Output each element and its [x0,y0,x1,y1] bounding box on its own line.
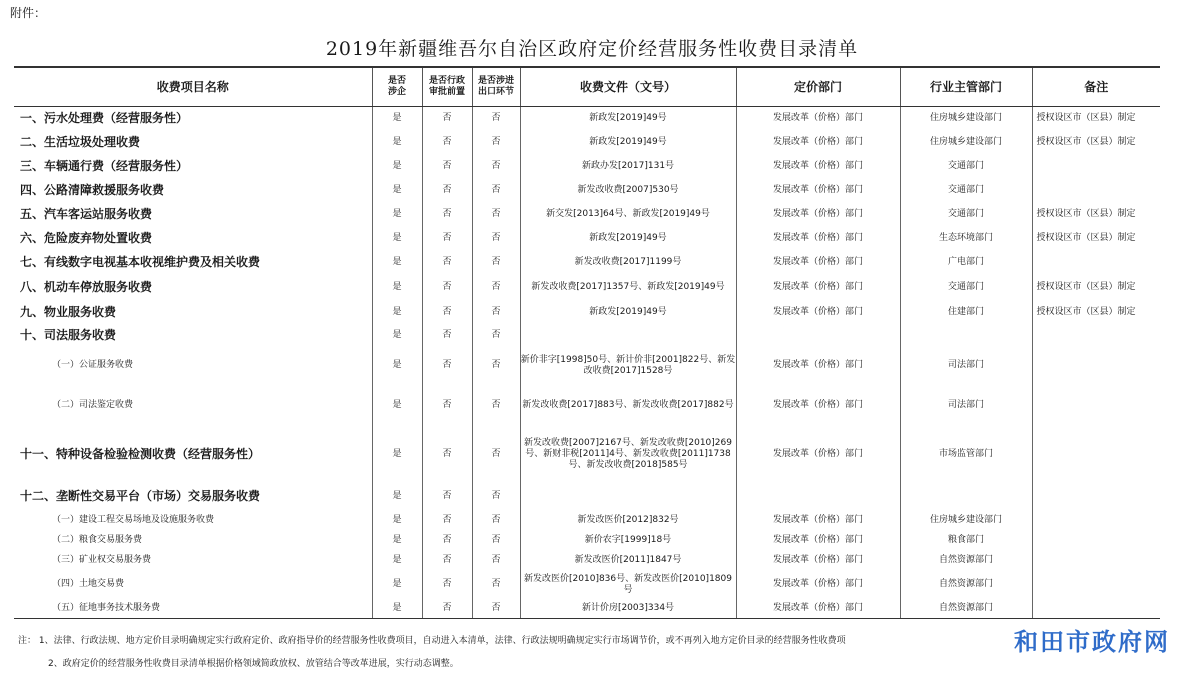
pricing-dept-cell: 发展改革（价格）部门 [736,275,900,301]
approval-prereq-cell: 否 [422,571,472,599]
fee-document-cell: 新政发[2019]49号 [520,131,736,155]
approval-prereq-cell: 否 [422,107,472,131]
pricing-dept-cell: 发展改革（价格）部门 [736,107,900,131]
item-name-cell: 六、危险废弃物处置收费 [20,231,153,245]
fee-document-cell: 新发改收费[2007]530号 [520,179,736,203]
table-row [14,251,1160,275]
table-row [14,551,1160,571]
import-export-cell: 否 [472,155,520,179]
remark-cell: 授权设区市（区县）制定 [1032,301,1160,325]
industry-dept-cell: 粮食部门 [900,531,1032,551]
remark-cell [1032,484,1160,510]
approval-prereq-cell: 否 [422,346,472,386]
remark-cell: 授权设区市（区县）制定 [1032,131,1160,155]
industry-dept-cell: 自然资源部门 [900,599,1032,619]
import-export-cell: 否 [472,551,520,571]
remark-cell: 授权设区市（区县）制定 [1032,203,1160,227]
approval-prereq-cell: 否 [422,251,472,275]
import-export-cell: 否 [472,531,520,551]
is-enterprise-cell: 是 [372,426,422,484]
pricing-dept-cell: 发展改革（价格）部门 [736,510,900,531]
fee-document-cell: 新计价房[2003]334号 [520,599,736,619]
is-enterprise-cell: 是 [372,131,422,155]
is-enterprise-cell: 是 [372,386,422,426]
import-export-cell: 否 [472,325,520,346]
industry-dept-cell: 生态环境部门 [900,227,1032,251]
item-name-cell: 五、汽车客运站服务收费 [20,207,153,221]
table-row [14,179,1160,203]
table-row [14,346,1160,386]
fee-document-cell: 新发改收费[2017]883号、新发改收费[2017]882号 [520,386,736,426]
document-title: 2019年新疆维吾尔自治区政府定价经营服务性收费目录清单 [325,38,859,60]
remark-cell: 授权设区市（区县）制定 [1032,107,1160,131]
fee-document-cell: 新发改医价[2011]1847号 [520,551,736,571]
item-name-cell: 十二、垄断性交易平台（市场）交易服务收费 [20,489,261,503]
pricing-dept-cell: 发展改革（价格）部门 [736,227,900,251]
approval-prereq-cell: 否 [422,325,472,346]
pricing-dept-cell [736,484,900,510]
remark-cell: 授权设区市（区县）制定 [1032,227,1160,251]
remark-cell [1032,510,1160,531]
industry-dept-cell: 交通部门 [900,179,1032,203]
approval-prereq-cell: 否 [422,275,472,301]
header-remark: 备注 [1032,67,1160,107]
item-name-cell: 三、车辆通行费（经营服务性） [20,159,189,173]
table-row [14,510,1160,531]
table-row [14,599,1160,619]
fee-document-cell: 新发改收费[2017]1357号、新政发[2019]49号 [520,275,736,301]
industry-dept-cell: 自然资源部门 [900,571,1032,599]
item-name-cell: 一、污水处理费（经营服务性） [20,111,189,126]
approval-prereq-cell: 否 [422,301,472,325]
pricing-dept-cell: 发展改革（价格）部门 [736,251,900,275]
table-row [14,426,1160,484]
approval-prereq-cell: 否 [422,531,472,551]
pricing-dept-cell: 发展改革（价格）部门 [736,155,900,179]
footnote-1: 注： 1、法律、行政法规、地方定价目录明确规定实行政府定价、政府指导价的经营服务性收费项目，自动进入本清单，法律、行政法规明确规定实行市场调节价，或不再列入地方定价目录的经营服务性收费项 [18,636,846,646]
header-industry-dept: 行业主管部门 [900,67,1032,107]
approval-prereq-cell: 否 [422,426,472,484]
item-name-cell: 二、生活垃圾处理收费 [20,135,141,149]
industry-dept-cell: 住房城乡建设部门 [900,107,1032,131]
pricing-dept-cell: 发展改革（价格）部门 [736,426,900,484]
industry-dept-cell: 司法部门 [900,346,1032,386]
import-export-cell: 否 [472,203,520,227]
table-row [14,131,1160,155]
import-export-cell: 否 [472,386,520,426]
is-enterprise-cell: 是 [372,346,422,386]
is-enterprise-cell: 是 [372,510,422,531]
fee-document-cell: 新交发[2013]64号、新政发[2019]49号 [520,203,736,227]
table-row [14,227,1160,251]
import-export-cell: 否 [472,510,520,531]
is-enterprise-cell: 是 [372,179,422,203]
header-lawsuit: 是否 涉企 [372,67,422,107]
approval-prereq-cell: 否 [422,386,472,426]
is-enterprise-cell: 是 [372,203,422,227]
header-document: 收费文件（文号） [520,67,736,107]
import-export-cell: 否 [472,107,520,131]
is-enterprise-cell: 是 [372,251,422,275]
remark-cell [1032,551,1160,571]
fee-document-cell: 新发改收费[2017]1199号 [520,251,736,275]
is-enterprise-cell: 是 [372,301,422,325]
pricing-dept-cell: 发展改革（价格）部门 [736,301,900,325]
import-export-cell: 否 [472,251,520,275]
item-name-cell: （五）征地事务技术服务费 [14,599,372,619]
import-export-cell: 否 [472,275,520,301]
industry-dept-cell: 住房城乡建设部门 [900,131,1032,155]
header-approval: 是否行政 审批前置 [422,67,472,107]
import-export-cell: 否 [472,599,520,619]
table-row [14,571,1160,599]
table-row [14,107,1160,131]
pricing-dept-cell: 发展改革（价格）部门 [736,203,900,227]
header-name: 收费项目名称 [14,67,372,107]
industry-dept-cell: 司法部门 [900,386,1032,426]
pricing-dept-cell: 发展改革（价格）部门 [736,571,900,599]
fee-table [14,66,1160,619]
remark-cell [1032,346,1160,386]
footnote-2: 2、政府定价的经营服务性收费目录清单根据价格领域简政放权、放管结合等改革进展，实行动态调整。 [48,659,459,669]
remark-cell [1032,599,1160,619]
approval-prereq-cell: 否 [422,599,472,619]
table-row [14,386,1160,426]
table-row [14,301,1160,325]
pricing-dept-cell: 发展改革（价格）部门 [736,386,900,426]
table-row [14,325,1160,346]
import-export-cell: 否 [472,571,520,599]
table-row [14,155,1160,179]
header-pricing-dept: 定价部门 [736,67,900,107]
approval-prereq-cell: 否 [422,551,472,571]
fee-document-cell: 新价非字[1998]50号、新计价非[2001]822号、新发改收费[2017]1528号 [520,346,736,386]
approval-prereq-cell: 否 [422,131,472,155]
fee-document-cell: 新政发[2019]49号 [520,301,736,325]
item-name-cell: 十一、特种设备检验检测收费（经营服务性） [20,447,261,461]
pricing-dept-cell: 发展改革（价格）部门 [736,551,900,571]
fee-document-cell [520,484,736,510]
remark-cell [1032,571,1160,599]
import-export-cell: 否 [472,484,520,510]
item-name-cell: 八、机动车停放服务收费 [20,280,153,294]
approval-prereq-cell: 否 [422,155,472,179]
table-row [14,203,1160,227]
import-export-cell: 否 [472,426,520,484]
fee-document-cell: 新发改收费[2007]2167号、新发改收费[2010]269号、新财非税[2011]4号、新发改收费[2011]1738号、新发改收费[2018]585号 [520,426,736,484]
pricing-dept-cell [736,325,900,346]
is-enterprise-cell: 是 [372,551,422,571]
is-enterprise-cell: 是 [372,325,422,346]
fee-document-cell: 新价农字[1999]18号 [520,531,736,551]
is-enterprise-cell: 是 [372,484,422,510]
pricing-dept-cell: 发展改革（价格）部门 [736,599,900,619]
pricing-dept-cell: 发展改革（价格）部门 [736,131,900,155]
item-name-cell: （二）粮食交易服务费 [52,535,143,545]
item-name-cell: （二）司法鉴定收费 [52,400,134,410]
import-export-cell: 否 [472,131,520,155]
is-enterprise-cell: 是 [372,227,422,251]
industry-dept-cell [900,325,1032,346]
industry-dept-cell: 住房城乡建设部门 [900,510,1032,531]
item-name-cell: （一）建设工程交易场地及设施服务收费 [52,514,215,525]
table-row [14,484,1160,510]
industry-dept-cell [900,484,1032,510]
fee-document-cell: 新政发[2019]49号 [520,107,736,131]
attachment-label: 附件： [10,6,47,20]
approval-prereq-cell: 否 [422,227,472,251]
import-export-cell: 否 [472,227,520,251]
item-name-cell: 四、公路清障救援服务收费 [20,183,165,197]
watermark-logo: 和田市政府网 [1014,627,1170,656]
industry-dept-cell: 交通部门 [900,275,1032,301]
import-export-cell: 否 [472,346,520,386]
table-row [14,275,1160,301]
approval-prereq-cell: 否 [422,179,472,203]
industry-dept-cell: 交通部门 [900,155,1032,179]
remark-cell [1032,325,1160,346]
industry-dept-cell: 广电部门 [900,251,1032,275]
industry-dept-cell: 交通部门 [900,203,1032,227]
fee-document-cell: 新发改医价[2012]832号 [520,510,736,531]
industry-dept-cell: 市场监管部门 [900,426,1032,484]
is-enterprise-cell: 是 [372,599,422,619]
remark-cell [1032,251,1160,275]
remark-cell [1032,426,1160,484]
fee-document-cell: 新政办发[2017]131号 [520,155,736,179]
item-name-cell: （一）公证服务收费 [52,360,134,370]
fee-document-cell: 新政发[2019]49号 [520,227,736,251]
pricing-dept-cell: 发展改革（价格）部门 [736,179,900,203]
remark-cell [1032,386,1160,426]
remark-cell: 授权设区市（区县）制定 [1032,275,1160,301]
item-name-cell: 九、物业服务收费 [20,305,117,319]
is-enterprise-cell: 是 [372,275,422,301]
fee-document-cell: 新发改医价[2010]836号、新发改医价[2010]1809号 [520,571,736,599]
item-name-cell: 十、司法服务收费 [20,327,117,342]
item-name-cell: （三）矿业权交易服务费 [52,555,152,565]
industry-dept-cell: 住建部门 [900,301,1032,325]
pricing-dept-cell: 发展改革（价格）部门 [736,531,900,551]
approval-prereq-cell: 否 [422,510,472,531]
fee-document-cell [520,325,736,346]
is-enterprise-cell: 是 [372,155,422,179]
is-enterprise-cell: 是 [372,571,422,599]
remark-cell [1032,531,1160,551]
remark-cell [1032,155,1160,179]
approval-prereq-cell: 否 [422,484,472,510]
item-name-cell: 七、有线数字电视基本收视维护费及相关收费 [20,255,261,269]
remark-cell [1032,179,1160,203]
is-enterprise-cell: 是 [372,531,422,551]
table-row [14,531,1160,551]
import-export-cell: 否 [472,301,520,325]
import-export-cell: 否 [472,179,520,203]
item-name-cell: （四）土地交易费 [52,579,125,589]
pricing-dept-cell: 发展改革（价格）部门 [736,346,900,386]
header-row [14,67,1160,107]
industry-dept-cell: 自然资源部门 [900,551,1032,571]
is-enterprise-cell: 是 [372,107,422,131]
approval-prereq-cell: 否 [422,203,472,227]
header-import-export: 是否涉进 出口环节 [472,67,520,107]
